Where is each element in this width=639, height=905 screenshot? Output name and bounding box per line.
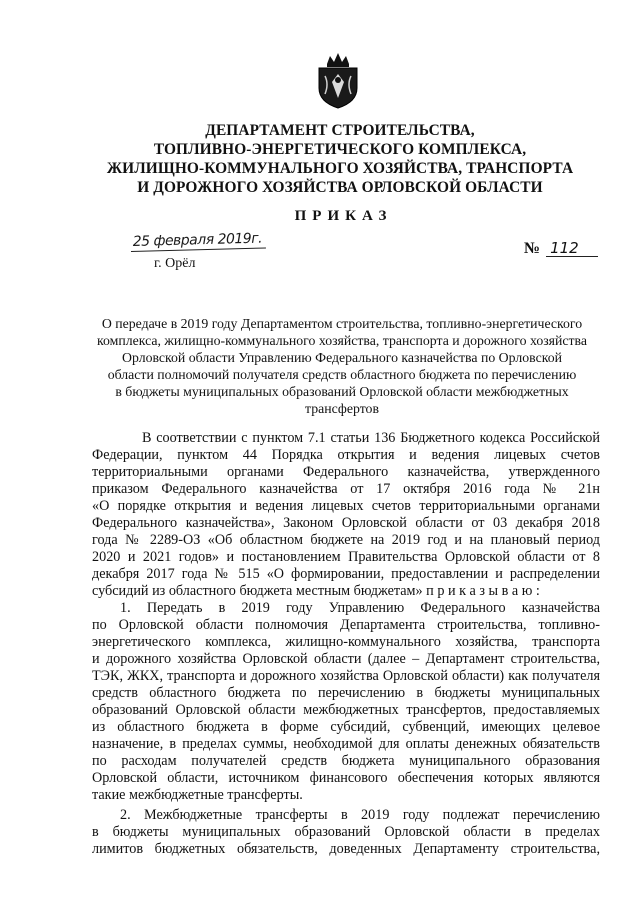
body-line: из областного бюджета в форме субсидий, субвенций, имеющих целевое [92, 719, 600, 735]
body-line: Федерального казначейства», Законом Орловской области от 03 декабря 2018 [92, 515, 600, 531]
body-line: образований Орловской области межбюджетных трансфертов, предоставляемых [92, 702, 600, 718]
order-number [524, 240, 598, 258]
department-line: ЖИЛИЩНО-КОММУНАЛЬНОГО ХОЗЯЙСТВА, ТРАНСПОРТА [106, 160, 574, 177]
body-line: Орловской области, источником финансового обеспечения которых являются [92, 770, 600, 786]
body-line: 2. Межбюджетные трансферты в 2019 году подлежат перечислению [120, 807, 600, 823]
order-number-handwritten: 112 [546, 240, 598, 257]
body-line: года № 2289-ОЗ «Об областном бюджете на 2019 год и на плановый период [92, 532, 600, 548]
body-line: В соответствии с пунктом 7.1 статьи 136 Бюджетного кодекса Российской [142, 430, 600, 446]
body-line: лимитов бюджетных обязательств, доведенных Департаменту строительства, [92, 841, 600, 857]
subject-line: комплекса, жилищно-коммунального хозяйства, транспорта и дорожного хозяйства [96, 333, 588, 348]
subject-line: О передаче в 2019 году Департаментом строительства, топливно-энергетического [101, 316, 583, 331]
subject-line: в бюджеты муниципальных образований Орловской области межбюджетных [115, 384, 569, 399]
body-line: приказом Федерального казначейства от 17 октября 2016 года № 21н [92, 481, 600, 497]
body-line: назначение, в пределах суммы, необходимой для оплаты денежных обязательств [92, 736, 600, 752]
body-line: средств областного бюджета по перечислению в бюджеты муниципальных [92, 685, 600, 701]
coat-of-arms-icon [313, 50, 363, 110]
body-line: субсидий из областного бюджета местным бюджетам» п р и к а з ы в а ю : [92, 583, 540, 599]
department-line: И ДОРОЖНОГО ХОЗЯЙСТВА ОРЛОВСКОЙ ОБЛАСТИ [137, 179, 543, 196]
order-subject [82, 315, 602, 417]
body-line: 1. Передать в 2019 году Управлению Федерального казначейства [120, 600, 600, 616]
body-line: и дорожного хозяйства Орловской области (далее – Департамент строительства, [92, 651, 600, 667]
document-type: ПРИКАЗ [294, 208, 393, 224]
order-date-handwritten: 25 февраля 2019г. [131, 229, 267, 252]
number-sign: № [524, 240, 541, 257]
body-line: энергетического комплекса, жилищно-коммунального хозяйства, транспорта [92, 634, 600, 650]
body-line: декабря 2017 года № 515 «О формировании, предоставлении и распределении [92, 566, 600, 582]
subject-line: трансфертов [305, 401, 379, 416]
department-line: ДЕПАРТАМЕНТ СТРОИТЕЛЬСТВА, [205, 122, 475, 139]
body-line: Федерации, пунктом 44 Порядка открытия и ведения лицевых счетов [92, 447, 600, 463]
department-line: ТОПЛИВНО-ЭНЕРГЕТИЧЕСКОГО КОМПЛЕКСА, [153, 141, 527, 158]
body-line: такие межбюджетные трансферты. [92, 787, 303, 803]
department-title [60, 121, 620, 197]
subject-line: Орловской области Управлению Федерального казначейства по Орловской [122, 350, 562, 365]
body-line: по расходам получателей средств бюджета муниципального образования [92, 753, 600, 769]
body-line: 2020 и 2021 годов» и постановлением Правительства Орловской области от 8 [92, 549, 600, 565]
body-line: по Орловской области полномочия Департамента строительства, топливно- [92, 617, 600, 633]
body-line: «О порядке открытия и ведения лицевых счетов территориальными органами [92, 498, 600, 514]
subject-line: области полномочий получателя средств областного бюджета по перечислению [107, 367, 577, 382]
order-city: г. Орёл [154, 256, 196, 271]
body-line: территориальными органами Федерального казначейства, утвержденного [92, 464, 600, 480]
body-line: ТЭК, ЖКХ, транспорта и дорожного хозяйства Орловской области) как получателя [92, 668, 600, 684]
body-line: в бюджеты муниципальных образований Орловской области в пределах [92, 824, 600, 840]
